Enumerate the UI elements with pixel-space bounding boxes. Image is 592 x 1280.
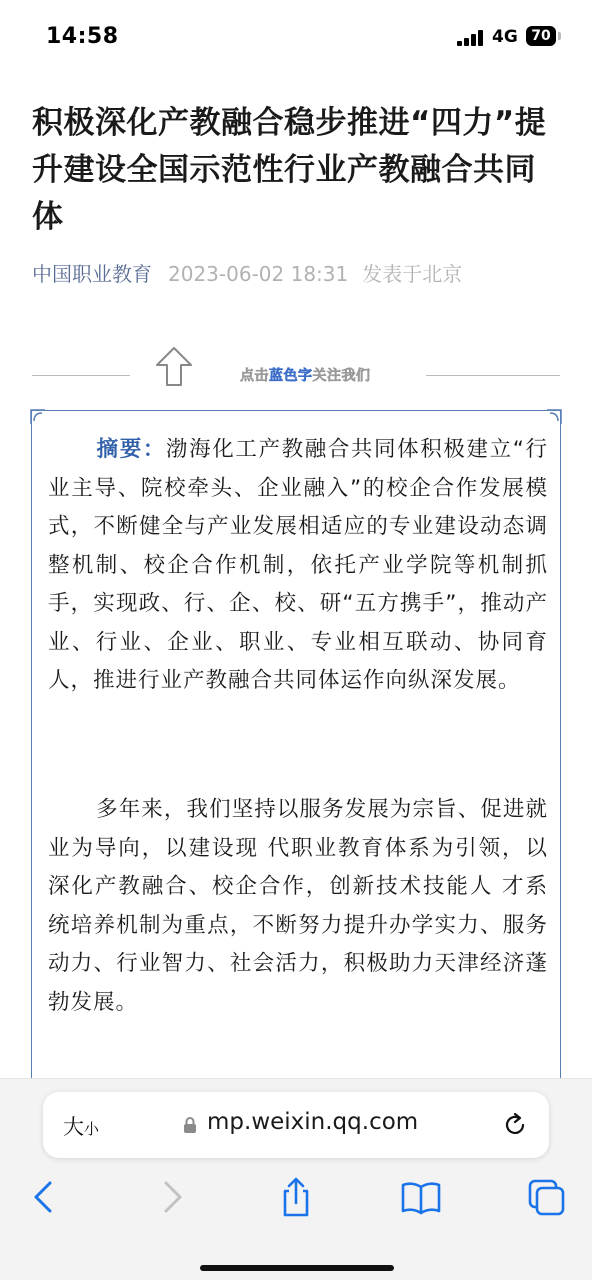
home-indicator — [200, 1265, 394, 1271]
forward-icon[interactable] — [150, 1175, 194, 1219]
follow-highlight: 蓝色字 — [269, 368, 313, 384]
publish-date: 2023-06-02 18:31 — [168, 262, 349, 286]
network-type: 4G — [492, 27, 518, 47]
author-link[interactable]: 中国职业教育 — [32, 262, 152, 286]
address-bar[interactable] — [43, 1092, 549, 1158]
bookmarks-icon[interactable] — [399, 1175, 443, 1219]
url-text[interactable]: mp.weixin.qq.com — [207, 1109, 419, 1135]
publish-location: 发表于北京 — [362, 262, 463, 286]
lock-icon — [183, 1116, 197, 1134]
frame-corner-ornament — [546, 409, 562, 425]
share-icon[interactable] — [274, 1175, 318, 1219]
abstract-text: 渤海化工产教融合共同体积极建立“行业主导、院校牵头、企业融入”的校企合作发展模式，不断健全与产业发展相适应的专业建设动态调整机制、校企合作机制，依托产业学院等机制抓手，实现政、行、企、校、研“五方携手”，推动产业、行业、企业、职业、专业相互联动、协同育人，推进行业产教融合共同体运作向纵深发展。 — [48, 437, 548, 693]
battery-cap — [558, 32, 561, 40]
divider-line — [426, 375, 560, 376]
follow-prefix: 点击 — [240, 368, 269, 384]
follow-prompt — [240, 365, 371, 385]
text-size-large: 大 — [63, 1115, 84, 1139]
text-size-button[interactable] — [63, 1111, 99, 1141]
article-content-frame — [31, 410, 561, 1110]
text-size-small: 小 — [84, 1120, 100, 1138]
up-arrow-icon — [154, 345, 194, 389]
frame-corner-ornament — [30, 409, 46, 425]
browser-bottom-bar — [0, 1078, 592, 1280]
article-title: 积极深化产教融合稳步推进“四力”提升建设全国示范性行业产教融合共同体 — [32, 105, 547, 235]
cellular-signal-icon — [457, 30, 485, 46]
reload-icon[interactable] — [501, 1111, 529, 1139]
body-paragraph-text: 多年来，我们坚持以服务发展为宗旨、促进就业为导向，以建设现 代职业教育体系为引领，以深化产教融合、校企合作，创新技术技能人 才系统培养机制为重点，不断努力提升办学实力、服务动力、行业智力、社会活力，积极助力天津经济蓬勃发展。 — [48, 797, 548, 1015]
abstract-label: 摘要： — [96, 437, 166, 462]
abstract-paragraph — [48, 431, 548, 701]
body-paragraph — [48, 791, 548, 1022]
status-bar — [0, 0, 592, 74]
battery-icon: 70 — [526, 26, 556, 46]
browser-toolbar — [0, 1175, 592, 1219]
follow-banner[interactable] — [32, 345, 560, 389]
follow-suffix: 关注我们 — [312, 368, 371, 384]
back-icon[interactable] — [22, 1175, 66, 1219]
status-time: 14:58 — [46, 24, 119, 49]
tabs-icon[interactable] — [524, 1175, 568, 1219]
article-meta — [32, 260, 462, 288]
divider-line — [32, 375, 130, 376]
